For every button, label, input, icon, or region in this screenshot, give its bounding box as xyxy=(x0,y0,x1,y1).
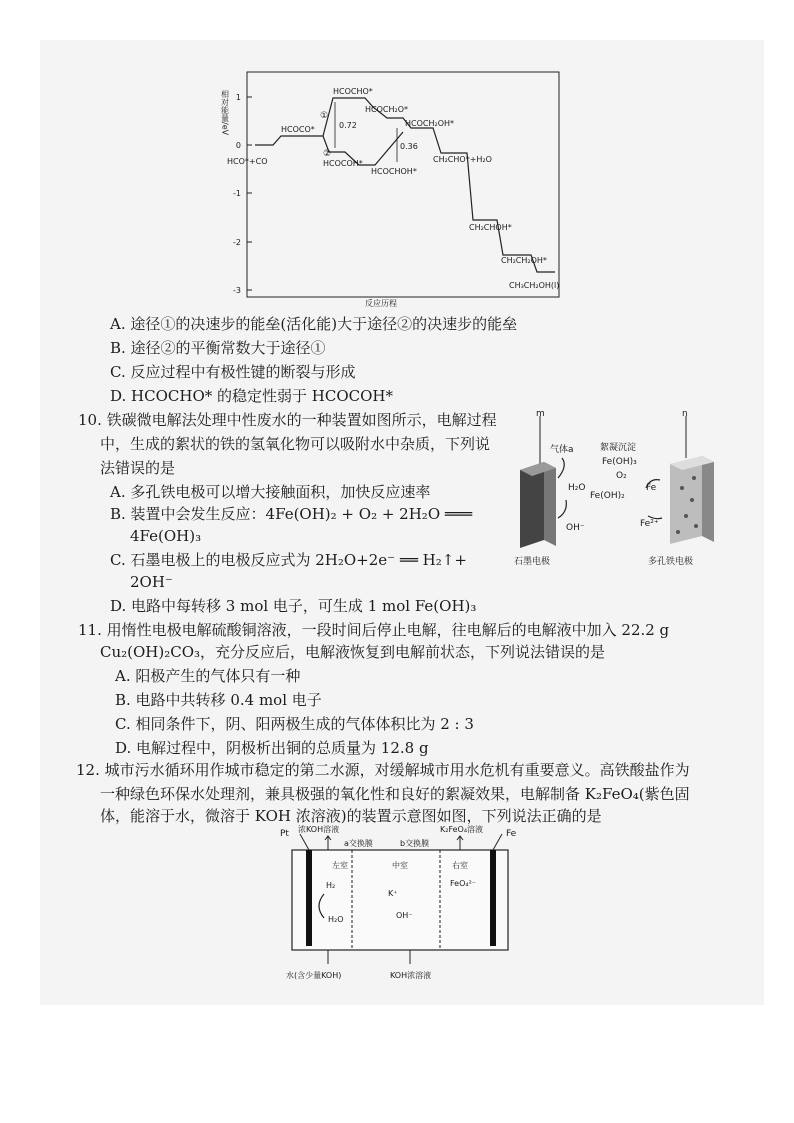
q10-stem-2: 中，生成的絮状的铁的氢氧化物可以吸附水中杂质，下列说 xyxy=(100,435,491,453)
q11-option-d: D. 电解过程中，阴极析出铜的总质量为 12.8 g xyxy=(115,739,429,757)
q9-option-a: A. 途径①的决速步的能垒(活化能)大于途径②的决速步的能垒 xyxy=(110,315,518,333)
q12-stem-2: 一种绿色环保水处理剂，兼具极强的氧化性和良好的絮凝效果，电解制备 K₂FeO₄(紫色固 xyxy=(100,785,690,803)
label-oh: OH⁻ xyxy=(566,523,585,533)
y-tick-0: 0 xyxy=(235,141,241,150)
q10-option-b-1: B. 装置中会发生反应：4Fe(OH)₂ + O₂ + 2H₂O ═══ xyxy=(110,505,472,523)
label-hcoch2oh: HCOCH₂OH* xyxy=(405,119,455,128)
x-axis-label: 反应历程 xyxy=(365,299,397,308)
label-gas-a: 气体a xyxy=(550,445,574,455)
label-hcocho: HCOCHO* xyxy=(333,87,373,96)
label-porous-fe: 多孔铁电极 xyxy=(648,557,694,567)
label-pt: Pt xyxy=(280,829,289,839)
q10-option-b-2: 4Fe(OH)₃ xyxy=(130,527,202,545)
fe-electrode xyxy=(490,850,496,946)
y-tick-m3: -3 xyxy=(233,286,241,295)
q11-option-a: A. 阳极产生的气体只有一种 xyxy=(115,667,301,685)
label-m: m xyxy=(536,409,545,419)
q12-stem-1: 12. 城市污水循环用作城市稳定的第二水源，对缓解城市用水危机有重要意义。高铁酸盐作为 xyxy=(76,761,690,779)
label-hcochoh: HCOCHOH* xyxy=(371,167,417,176)
label-fe: Fe xyxy=(646,483,657,493)
energy-profile-chart xyxy=(215,70,565,310)
label-membrane-b: b交换膜 xyxy=(400,839,430,848)
label-left-room: 左室 xyxy=(332,861,348,870)
q10-stem-3: 法错误的是 xyxy=(100,459,176,477)
y-tick-1: 1 xyxy=(235,93,241,102)
label-hcoch2o: HCOCH₂O* xyxy=(365,105,409,114)
label-hcocoh: HCOCOH* xyxy=(323,159,363,168)
label-hco-co: HCO*+CO xyxy=(227,157,268,166)
q11-stem-2: Cu₂(OH)₂CO₃，充分反应后，电解液恢复到电解前状态，下列说法错误的是 xyxy=(100,643,606,661)
barrier-value-2: 0.36 xyxy=(400,142,418,151)
label-h2o: H₂O xyxy=(328,915,344,924)
barrier-value-1: 0.72 xyxy=(339,121,357,130)
marker-path-1: ① xyxy=(320,111,329,121)
label-n: n xyxy=(682,409,688,419)
label-graphite: 石墨电极 xyxy=(514,557,551,567)
label-feoh3: Fe(OH)₃ xyxy=(602,457,637,467)
label-o2: O₂ xyxy=(616,471,627,481)
label-ch2ch2oh: CH₂CH₂OH* xyxy=(501,256,547,265)
label-water-in: 水(含少量KOH) xyxy=(286,971,342,980)
q11-option-b: B. 电路中共转移 0.4 mol 电子 xyxy=(115,691,322,709)
label-oh: OH⁻ xyxy=(396,911,413,920)
label-feoh2: Fe(OH)₂ xyxy=(590,491,625,501)
q9-option-b: B. 途径②的平衡常数大于途径① xyxy=(110,339,326,357)
label-fe: Fe xyxy=(506,829,517,839)
label-right-room: 右室 xyxy=(452,861,468,870)
y-tick-m2: -2 xyxy=(233,238,241,247)
pt-electrode xyxy=(306,850,312,946)
q10-option-c-2: 2OH⁻ xyxy=(130,573,173,591)
label-hcoco: HCOCO* xyxy=(281,125,315,134)
label-membrane-a: a交换膜 xyxy=(344,839,373,848)
label-h2: H₂ xyxy=(326,881,336,890)
label-ch2choh: CH₂CHOH* xyxy=(469,223,512,232)
label-floc: 絮凝沉淀 xyxy=(600,443,637,453)
q12-stem-3: 体，能溶于水，微溶于 KOH 浓溶液)的装置示意图如图，下列说法正确的是 xyxy=(100,807,602,825)
q10-option-c-1: C. 石墨电极上的电极反应式为 2H₂O+2e⁻ ══ H₂↑+ xyxy=(110,551,467,569)
q11-option-c: C. 相同条件下，阴、阳两极生成的气体体积比为 2 : 3 xyxy=(115,715,474,733)
y-tick-m1: -1 xyxy=(233,189,241,198)
ferrate-electrolysis-figure xyxy=(270,822,530,982)
label-fe2: Fe²⁺ xyxy=(640,519,659,529)
label-feo4: FeO₄²⁻ xyxy=(450,879,477,888)
y-axis-label: 相对能量/eV xyxy=(220,90,230,136)
porous-iron-electrode xyxy=(670,456,702,544)
label-ch2cho-h2o: CH₂CHO*+H₂O xyxy=(433,155,492,164)
q10-stem-1: 10. 铁碳微电解法处理中性废水的一种装置如图所示，电解过程 xyxy=(78,411,497,429)
q10-option-a: A. 多孔铁电极可以增大接触面积，加快反应速率 xyxy=(110,483,431,501)
label-koh-in: KOH浓溶液 xyxy=(390,971,432,980)
label-h2o: H₂O xyxy=(568,483,586,493)
q9-option-c: C. 反应过程中有极性键的断裂与形成 xyxy=(110,363,356,381)
label-k: K⁺ xyxy=(388,889,398,898)
label-middle-room: 中室 xyxy=(392,861,408,870)
iron-carbon-electrolysis-figure xyxy=(510,408,725,573)
q10-option-d: D. 电路中每转移 3 mol 电子，可生成 1 mol Fe(OH)₃ xyxy=(110,597,477,615)
label-koh-conc: 浓KOH溶液 xyxy=(298,825,340,834)
q9-option-d: D. HCOCHO* 的稳定性弱于 HCOCOH* xyxy=(110,387,393,405)
marker-path-2: ② xyxy=(323,149,332,159)
label-k2feo4: K₂FeO₄溶液 xyxy=(440,825,484,834)
q11-stem-1: 11. 用惰性电极电解硫酸铜溶液，一段时间后停止电解，往电解后的电解液中加入 22.2 g xyxy=(78,621,670,639)
label-ch3ch2oh: CH₃CH₂OH(l) xyxy=(509,281,560,290)
